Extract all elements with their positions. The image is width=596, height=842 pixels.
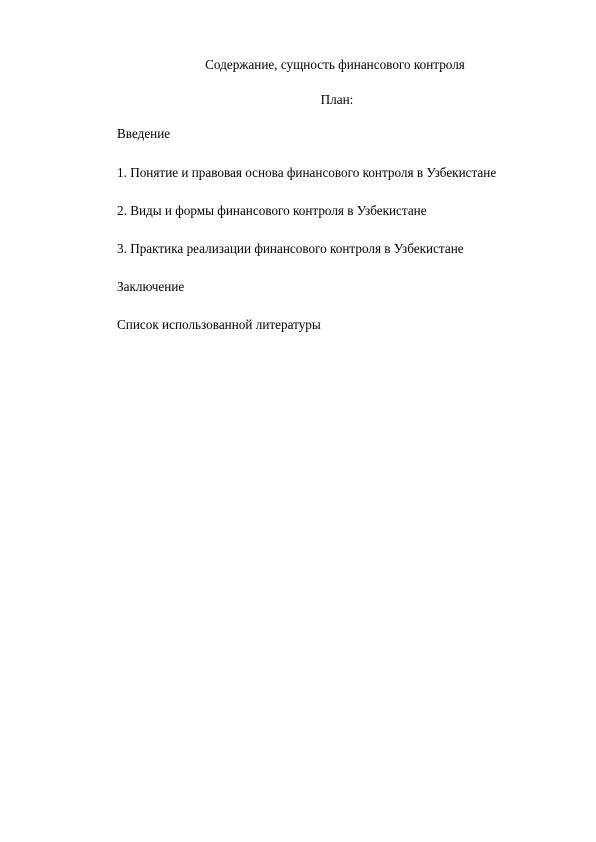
plan-item-references: Список использованной литературы	[117, 317, 321, 332]
plan-heading: План:	[320, 92, 354, 107]
document-title: Содержание, сущность финансового контроля	[205, 57, 465, 72]
plan-item-introduction: Введение	[117, 126, 171, 141]
plan-item-chapter-1: 1. Понятие и правовая основа финансового контроля в Узбекистане	[117, 165, 497, 180]
plan-item-chapter-2: 2. Виды и формы финансового контроля в Узбекистане	[117, 203, 427, 218]
plan-item-conclusion: Заключение	[117, 279, 185, 294]
plan-item-chapter-3: 3. Практика реализации финансового контроля в Узбекистане	[117, 241, 464, 256]
